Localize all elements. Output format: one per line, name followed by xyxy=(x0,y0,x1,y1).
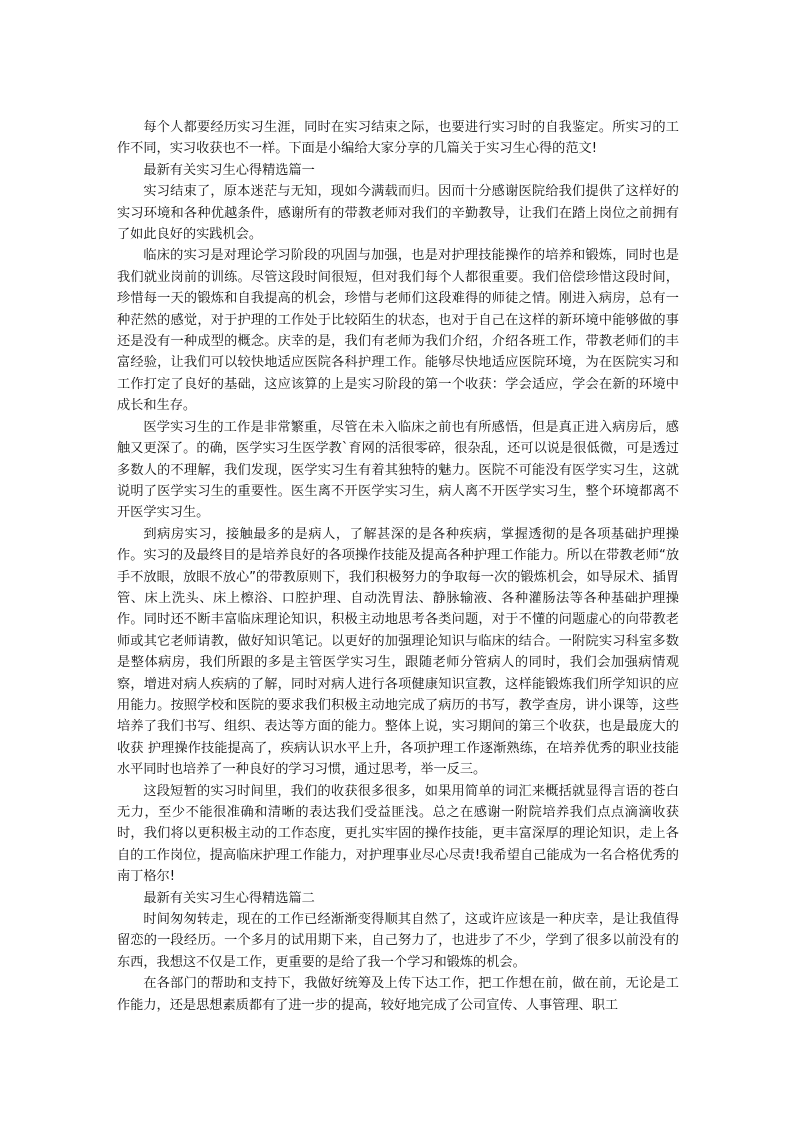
document-page xyxy=(117,117,679,1016)
section1-paragraph-2: 临床的实习是对理论学习阶段的巩固与加强，也是对护理技能操作的培养和锻炼，同时也是我们就业岗前的训练。尽管这段时间很短，但对我们每个人都很重要。我们倍偿珍惜这段时间，珍惜每一天的锻炼和自我提高的机会，珍惜与老师们这段难得的师徒之情。刚进入病房，总有一种茫然的感觉，对于护理的工作处于比较陌生的状态，也对于自己在这样的新环境中能够做的事还是没有一种成型的概念。庆幸的是，我们有老师为我们介绍，介绍各班工作，带教老师们的丰富经验，让我们可以较快地适应医院各科护理工作。能够尽快地适应医院环境，为在医院实习和工作打定了良好的基础，这应该算的上是实习阶段的第一个收获：学会适应，学会在新的环境中成长和生存。 xyxy=(117,248,679,414)
intro-paragraph: 每个人都要经历实习生涯，同时在实习结束之际，也要进行实习时的自我鉴定。所实习的工作不同，实习收获也不一样。下面是小编给大家分享的几篇关于实习生心得的范文! xyxy=(117,120,679,157)
section1-paragraph-1: 实习结束了，原本迷茫与无知，现如今满载而归。因而十分感谢医院给我们提供了这样好的实习环境和各种优越条件，感谢所有的带教老师对我们的辛勤教导，让我们在踏上岗位之前拥有了如此良好的实践机会。 xyxy=(117,184,679,243)
section-title-2: 最新有关实习生心得精选篇二 xyxy=(143,890,315,906)
section1-paragraph-5: 这段短暂的实习时间里，我们的收获很多很多，如果用简单的词汇来概括就显得言语的苍白无力，至少不能很准确和清晰的表达我们受益匪浅。总之在感谢一附院培养我们点点滴滴收获时，我们将以更积极主动的工作态度，更扎实牢固的操作技能，更丰富深厚的理论知识，走上各自的工作岗位，提高临床护理工作能力，对护理事业尽心尽责!我希望自己能成为一名合格优秀的南丁格尔! xyxy=(117,783,679,885)
section1-paragraph-3: 医学实习生的工作是非常繁重，尽管在未入临床之前也有所感悟，但是真正进入病房后，感触又更深了。的确，医学实习生医学教`育网的活很零碎，很杂乱，还可以说是很低微，可是透过多数人的不理解，我们发现，医学实习生有着其独特的魅力。医院不可能没有医学实习生，这就说明了医学实习生的重要性。医生离不开医学实习生，病人离不开医学实习生，整个环境都离不开医学实习生。 xyxy=(117,419,679,521)
section-title-1: 最新有关实习生心得精选篇一 xyxy=(143,162,315,178)
section1-paragraph-4: 到病房实习，接触最多的是病人，了解甚深的是各种疾病，掌握透彻的是各项基础护理操作。实习的及最终目的是培养良好的各项操作技能及提高各种护理工作能力。所以在带教老师“放手不放眼，放眼不放心”的带教原则下，我们积极努力的争取每一次的锻炼机会，如导尿术、插胃管、床上洗头、床上檫浴、口腔护理、自动洗胃法、静脉输液、各种灌肠法等各种基础护理操作。同时还不断丰富临床理论知识，积极主动地思考各类问题，对于不懂的问题虚心的向带教老师或其它老师请教，做好知识笔记。以更好的加强理论知识与临床的结合。一附院实习科室多数是整体病房，我们所跟的多是主管医学实习生，跟随老师分管病人的同时，我们会加强病情观察，增进对病人疾病的了解，同时对病人进行各项健康知识宣教，这样能锻炼我们所学知识的应用能力。按照学校和医院的要求我们积极主动地完成了病历的书写，教学查房，讲小课等，这些培养了我们书写、组织、表达等方面的能力。整体上说，实习期间的第三个收获，也是最庞大的收获 护理操作技能提高了，疾病认识水平上升，各项护理工作逐渐熟练，在培养优秀的职业技能水平同时也培养了一种良好的学习习惯，通过思考，举一反三。 xyxy=(117,526,680,778)
section2-paragraph-1: 时间匆匆转走，现在的工作已经渐渐变得顺其自然了，这或许应该是一种庆幸，是让我值得留恋的一段经历。一个多月的试用期下来，自己努力了，也进步了不少，学到了很多以前没有的东西，我想这不仅是工作，更重要的是给了我一个学习和锻炼的机会。 xyxy=(117,912,679,970)
section2-paragraph-2: 在各部门的帮助和支持下，我做好统筹及上传下达工作，把工作想在前，做在前，无论是工作能力，还是思想素质都有了进一步的提高，较好地完成了公司宣传、人事管理、职工 xyxy=(117,976,679,1013)
